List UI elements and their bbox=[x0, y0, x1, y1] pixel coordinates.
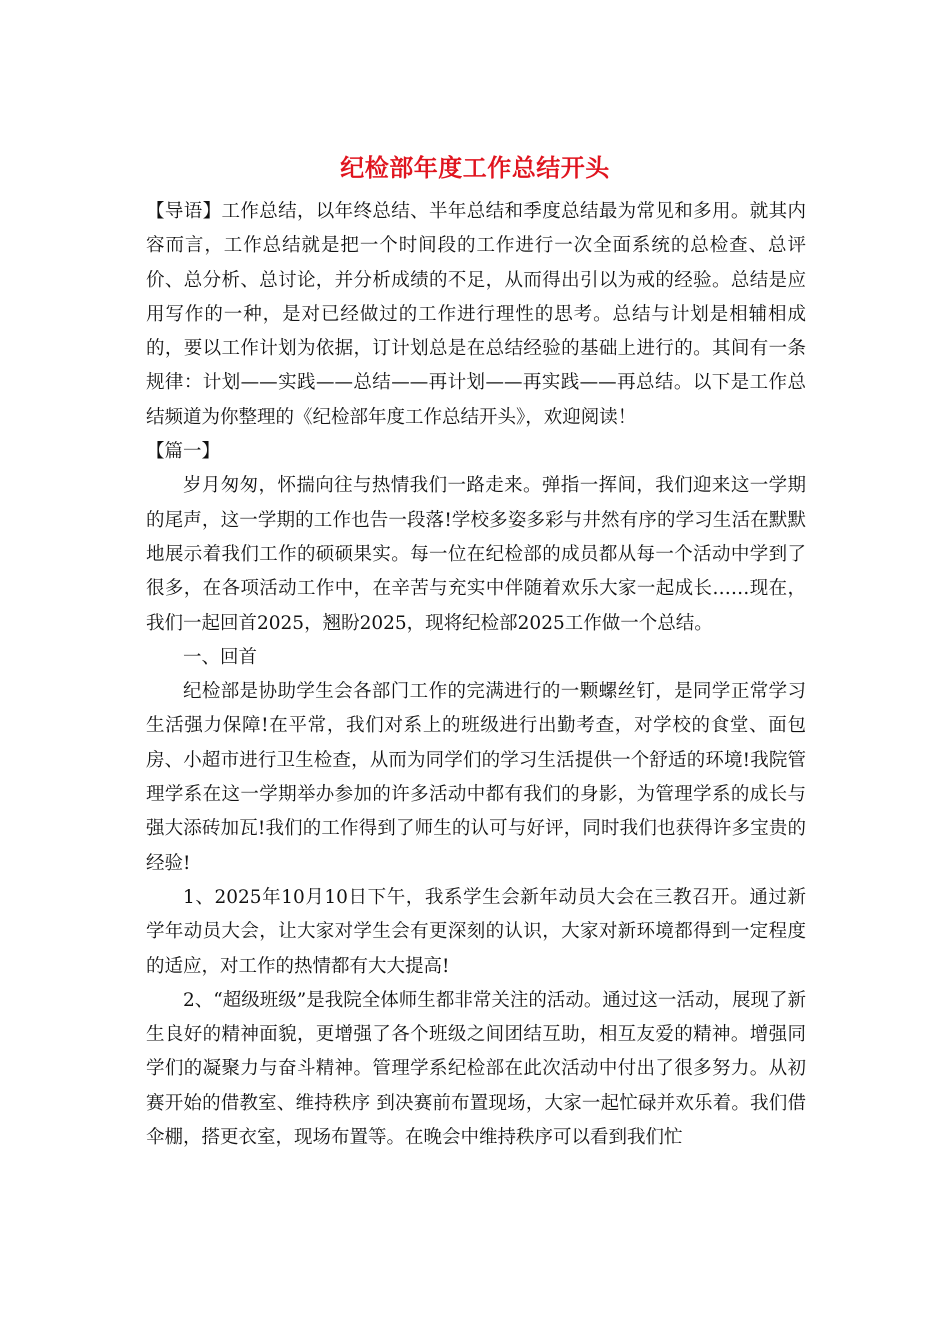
paragraph-1: 岁月匆匆，怀揣向往与热情我们一路走来。弹指一挥间，我们迎来这一学期的尾声，这一学期的工作也告一段落!学校多姿多彩与井然有序的学习生活在默默地展示着我们工作的硕硕果实。每一位在纪检部的成员都从每一个活动中学到了很多，在各项活动工作中，在辛苦与充实中伴随着欢乐大家一起成长……现在，我们一起回首2025，翘盼2025，现将纪检部2025工作做一个总结。 bbox=[146, 475, 806, 634]
paragraph-2: 纪检部是协助学生会各部门工作的完满进行的一颗螺丝钉，是同学正常学习生活强力保障!在平常，我们对系上的班级进行出勤考查，对学校的食堂、面包房、小超市进行卫生检查，从而为同学们的学习生活提供一个舒适的环境!我院管理学系在这一学期举办参加的许多活动中都有我们的身影，为管理学系的成长与强大添砖加瓦!我们的工作得到了师生的认可与好评，同时我们也获得许多宝贵的经验! bbox=[146, 681, 806, 874]
document-body bbox=[146, 195, 806, 1155]
intro-paragraph: 【导语】工作总结，以年终总结、半年总结和季度总结最为常见和多用。就其内容而言，工作总结就是把一个时间段的工作进行一次全面系统的总检查、总评价、总分析、总讨论，并分析成绩的不足，从而得出引以为戒的经验。总结是应用写作的一种，是对已经做过的工作进行理性的思考。总结与计划是相辅相成的，要以工作计划为依据，订计划总是在总结经验的基础上进行的。其间有一条规律：计划——实践——总结——再计划——再实践——再总结。以下是工作总结频道为你整理的《纪检部年度工作总结开头》，欢迎阅读！ bbox=[146, 201, 806, 428]
document-title: 纪检部年度工作总结开头 bbox=[340, 153, 610, 182]
paragraph-4: 2、“超级班级”是我院全体师生都非常关注的活动。通过这一活动，展现了新生良好的精神面貌，更增强了各个班级之间团结互助，相互友爱的精神。增强同学们的凝聚力与奋斗精神。管理学系纪检部在此次活动中付出了很多努力。从初赛开始的借教室、维持秩序 到决赛前布置现场，大家一起忙碌并欢乐着。我们借伞棚，搭更衣室，现场布置等。在晚会中维持秩序可以看到我们忙 bbox=[146, 989, 806, 1149]
paragraph-3: 1、2025年10月10日下午，我系学生会新年动员大会在三教召开。通过新学年动员大会，让大家对学生会有更深刻的认识，大家对新环境都得到一定程度的适应，对工作的热情都有大大提高! bbox=[146, 886, 806, 977]
subheading-review: 一、回首 bbox=[183, 646, 258, 668]
section-label: 【篇一】 bbox=[146, 441, 221, 463]
